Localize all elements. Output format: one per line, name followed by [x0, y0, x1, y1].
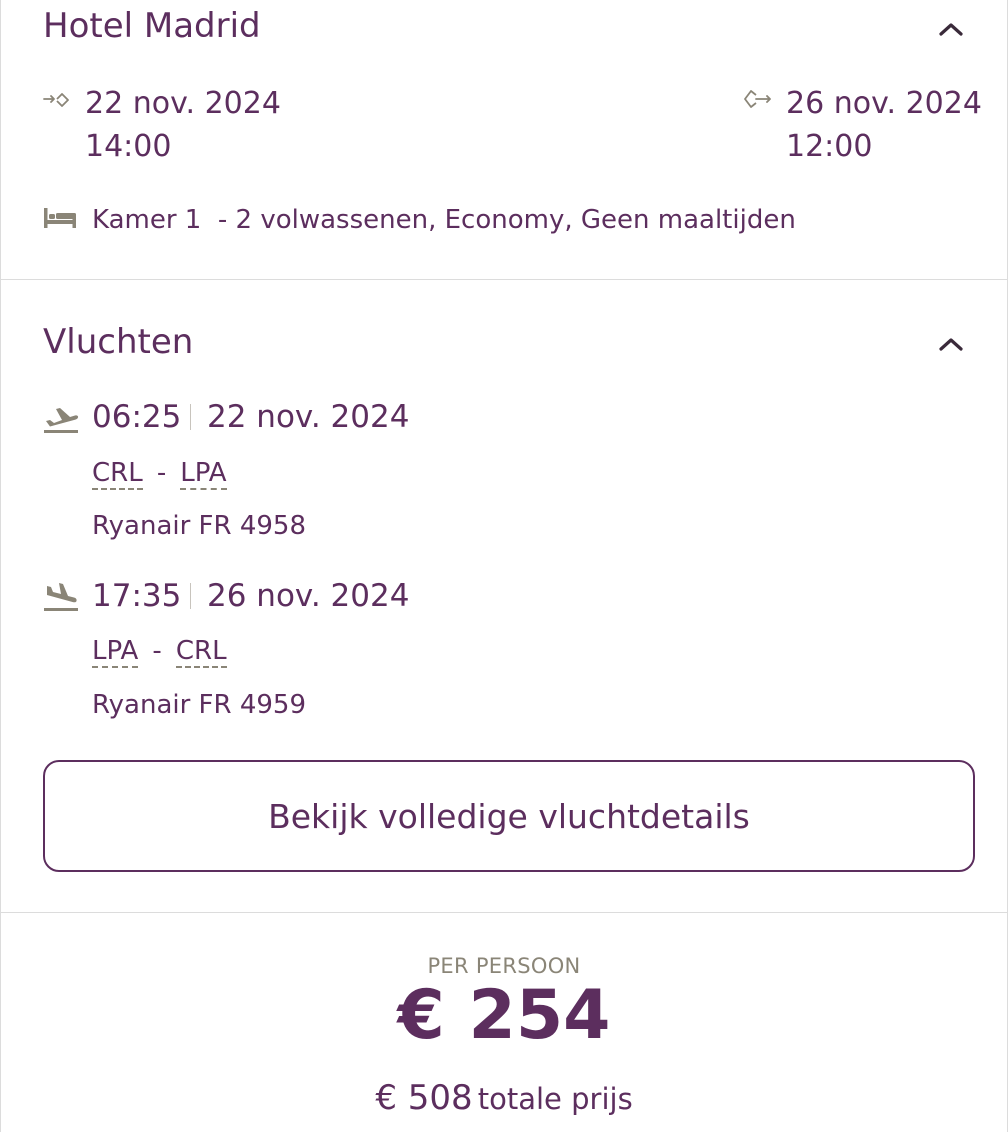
outbound-date: 22 nov. 2024: [207, 399, 410, 435]
outbound-route: [92, 458, 227, 488]
per-person-price: € 254: [397, 976, 611, 1055]
inbound-carrier: Ryanair FR 4959: [92, 690, 307, 720]
section-divider: [1, 912, 1007, 913]
outbound-separator: [190, 404, 191, 430]
outbound-time: 06:25: [92, 399, 182, 435]
inbound-to-airport[interactable]: CRL: [175, 636, 227, 666]
outbound-carrier: Ryanair FR 4958: [92, 511, 307, 541]
room-details: - 2 volwassenen, Economy, Geen maaltijden: [217, 205, 796, 235]
collapse-hotel-chevron-up-icon[interactable]: [934, 12, 968, 46]
outbound-from-airport[interactable]: CRL: [92, 458, 143, 488]
checkout-time: 12:00: [786, 129, 873, 164]
inbound-time: 17:35: [92, 578, 182, 614]
total-price-amount: € 508: [375, 1078, 473, 1118]
total-price-label: totale prijs: [477, 1082, 633, 1116]
flights-title: Vluchten: [43, 322, 194, 362]
inbound-route: [92, 636, 227, 666]
hotel-title: Hotel Madrid: [43, 6, 261, 46]
inbound-route-dash: -: [152, 636, 162, 666]
inbound-separator: [190, 583, 191, 609]
outbound-route-dash: -: [156, 458, 167, 488]
outbound-to-airport[interactable]: LPA: [180, 458, 227, 488]
view-flight-details-button[interactable]: Bekijk volledige vluchtdetails: [43, 760, 975, 872]
collapse-flights-chevron-up-icon[interactable]: [934, 327, 968, 361]
total-price-line: [1, 1078, 1007, 1118]
room-name: Kamer 1: [92, 205, 202, 235]
checkout-date: 26 nov. 2024: [786, 86, 982, 121]
section-divider: [1, 279, 1007, 280]
room-info: [92, 205, 796, 235]
checkin-time: 14:00: [85, 129, 172, 164]
inbound-from-airport[interactable]: LPA: [92, 636, 139, 666]
plane-takeoff-icon: [43, 404, 79, 438]
per-person-label: PER PERSOON: [427, 954, 581, 978]
checkin-date: 22 nov. 2024: [85, 86, 281, 121]
checkout-arrow-icon: [744, 90, 772, 116]
checkin-arrow-icon: [43, 90, 69, 114]
plane-landing-icon: [43, 582, 79, 616]
bed-icon: [43, 207, 77, 233]
inbound-date: 26 nov. 2024: [207, 578, 410, 614]
